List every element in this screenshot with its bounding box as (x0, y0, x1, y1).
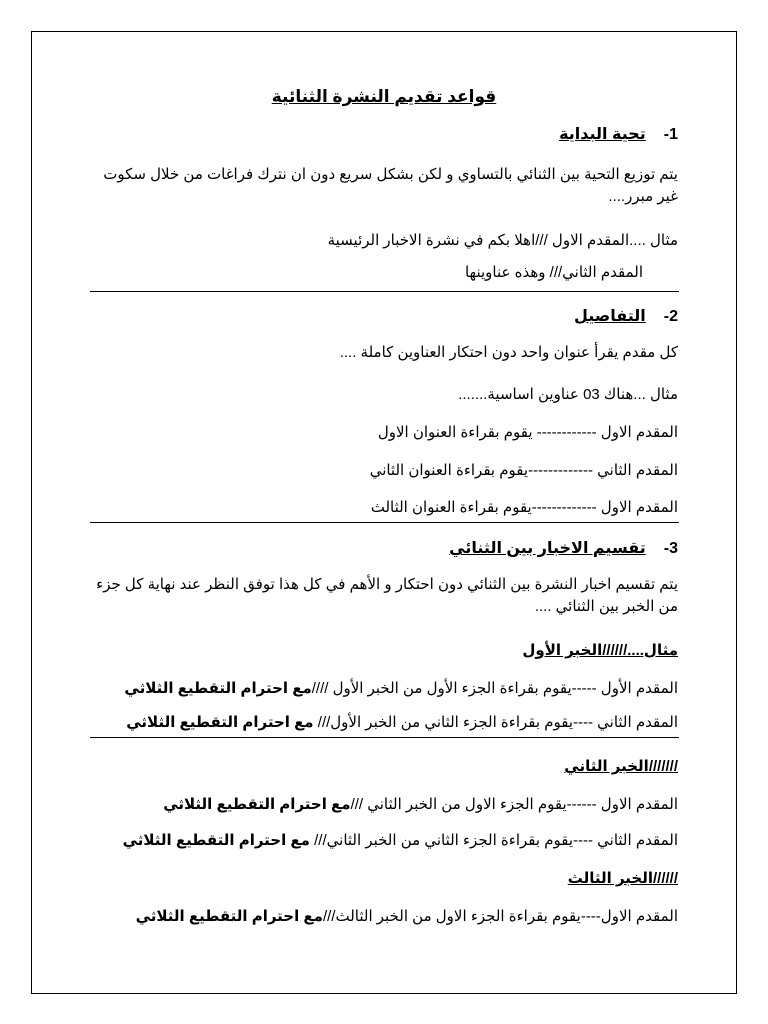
news-2-line-2 (123, 830, 678, 852)
section-2-line-1: المقدم الاول ------------ يقوم بقراءة العنوان الاول (377, 424, 678, 441)
news-3-heading: //////الخبر الثالث (567, 870, 678, 887)
news-2-line-1-note: مع احترام التقطيع الثلاثي (163, 796, 351, 813)
section-1-example-1: مثال ....المقدم الاول ///اهلا بكم في نشرة الاخبار الرئيسية (327, 232, 678, 249)
news-2-line-2-text: المقدم الثاني ----يقوم بقراءة الجزء الثاني من الخبر الثاني/// (309, 832, 678, 849)
news-3-line-1 (136, 906, 678, 928)
section-1-example-2: المقدم الثاني/// وهذه عناوينها (464, 264, 643, 281)
section-2-line-3: المقدم الاول -------------يقوم بقراءة العنوان الثالث (370, 499, 678, 516)
divider (90, 291, 679, 292)
section-3-title: تقسيم الاخبار بين الثنائي (449, 540, 646, 557)
section-1-paragraph: يتم توزيع التحية بين الثنائي بالتساوي و لكن بشكل سريع دون ان نترك فراغات من خلال سكوت غير مبرر.... (103, 166, 678, 205)
news-1-line-2 (126, 712, 678, 734)
section-2-paragraph: كل مقدم يقرأ عنوان واحد دون احتكار العناوين كاملة .... (339, 344, 678, 361)
section-2-number: 2- (663, 308, 678, 325)
news-2-line-1-text: المقدم الاول ------يقوم الجزء الاول من الخبر الثاني /// (350, 796, 678, 813)
section-3-paragraph: يتم تقسيم اخبار النشرة بين الثنائي دون احتكار و الأهم في كل هذا توفق النظر عند نهاية كل جزء من الخبر بين الثنائي .... (96, 576, 678, 615)
section-3-heading (449, 538, 678, 560)
news-1-line-1-text: المقدم الأول -----يقوم بقراءة الجزء الأول من الخبر الأول //// (311, 680, 678, 697)
section-2-line-2: المقدم الثاني -------------يقوم بقراءة العنوان الثاني (369, 462, 678, 479)
divider (90, 522, 679, 523)
news-1-line-1-note: مع احترام التقطيع الثلاثي (124, 680, 312, 697)
section-1-title: تحية البداية (559, 126, 646, 143)
news-2-heading: ///////الخبر الثاني (564, 758, 678, 775)
news-2-line-2-note: مع احترام التقطيع الثلاثي (122, 832, 310, 849)
section-3-number: 3- (663, 540, 678, 557)
news-1-line-2-note: مع احترام التقطيع الثلاثي (126, 714, 314, 731)
news-1-heading: مثال....//////الخبر الأول (522, 642, 678, 659)
divider (90, 737, 679, 738)
news-2-line-1 (163, 794, 678, 816)
news-3-line-1-text: المقدم الاول----يقوم بقراءة الجزء الاول من الخبر الثالث/// (322, 908, 678, 925)
news-1-line-1 (124, 678, 678, 700)
section-1-number: 1- (663, 126, 678, 143)
section-2-example: مثال ...هناك 03 عناوين اساسية....... (458, 386, 678, 403)
news-1-line-2-text: المقدم الثاني ----يقوم بقراءة الجزء الثاني من الخبر الأول/// (313, 714, 678, 731)
section-2-title: التفاصيل (573, 308, 646, 325)
news-3-line-1-note: مع احترام التقطيع الثلاثي (135, 908, 323, 925)
section-2-heading (574, 306, 678, 328)
section-1-heading (559, 124, 678, 146)
document-title: قواعد تقديم النشرة الثنائية (271, 87, 497, 106)
